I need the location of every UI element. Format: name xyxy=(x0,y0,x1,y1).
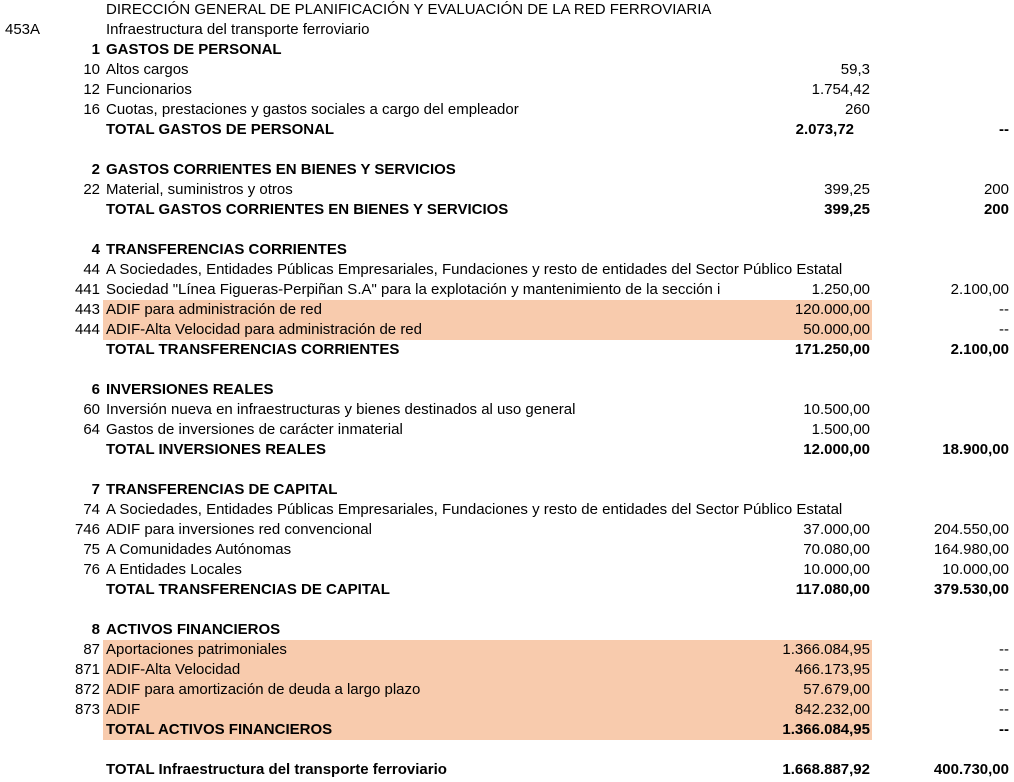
line-item-value-2: 164.980,00 xyxy=(933,541,1009,558)
line-item-row xyxy=(0,500,1014,520)
chapter-total-value-2: 379.530,00 xyxy=(933,581,1009,598)
chapter-code: 7 xyxy=(91,481,100,498)
grand-total-row xyxy=(0,760,1014,780)
line-item-code: 87 xyxy=(83,641,100,658)
line-item-row xyxy=(0,560,1014,580)
chapter-total-label: TOTAL ACTIVOS FINANCIEROS xyxy=(106,721,333,738)
chapter-title: GASTOS DE PERSONAL xyxy=(106,41,282,58)
chapter-total-row xyxy=(0,720,1014,740)
grand-total-label: TOTAL Infraestructura del transporte ferroviario xyxy=(106,761,447,778)
line-item-value-2: 10.000,00 xyxy=(942,561,1009,578)
line-item-label: A Sociedades, Entidades Públicas Empresariales, Fundaciones y resto de entidades del Sector Público Estatal xyxy=(106,261,843,278)
chapter-total-value-2: 2.100,00 xyxy=(950,341,1009,358)
line-item-code: 872 xyxy=(74,681,100,698)
chapter-total-row xyxy=(0,440,1014,460)
line-item-row xyxy=(0,660,1014,680)
spacer-row xyxy=(0,360,1014,380)
chapter-total-value-1: 171.250,00 xyxy=(794,341,870,358)
line-item-code: 64 xyxy=(83,421,100,438)
chapter-total-label: TOTAL TRANSFERENCIAS CORRIENTES xyxy=(106,341,400,358)
line-item-label: ADIF para administración de red xyxy=(106,301,322,318)
line-item-value-1: 120.000,00 xyxy=(794,301,870,318)
line-item-label: Sociedad "Línea Figueras-Perpiñan S.A" para la explotación y mantenimiento de la sección i xyxy=(106,281,721,298)
line-item-label: Funcionarios xyxy=(106,81,192,98)
line-item-label: A Comunidades Autónomas xyxy=(106,541,292,558)
line-item-code: 74 xyxy=(83,501,100,518)
line-item-row xyxy=(0,520,1014,540)
line-item-label: Inversión nueva en infraestructuras y bienes destinados al uso general xyxy=(106,401,576,418)
line-item-code: 871 xyxy=(74,661,100,678)
line-item-value-1: 466.173,95 xyxy=(794,661,870,678)
line-item-label: Altos cargos xyxy=(106,61,189,78)
grand-total-value-1: 1.668.887,92 xyxy=(782,761,870,778)
line-item-label: Cuotas, prestaciones y gastos sociales a cargo del empleador xyxy=(106,101,519,118)
line-item-code: 443 xyxy=(74,301,100,318)
line-item-code: 60 xyxy=(83,401,100,418)
line-item-row xyxy=(0,320,1014,340)
highlight-band xyxy=(103,700,872,720)
line-item-label: Gastos de inversiones de carácter inmaterial xyxy=(106,421,403,438)
budget-rows xyxy=(0,40,1014,780)
spacer-row xyxy=(0,220,1014,240)
chapter-header-row xyxy=(0,160,1014,180)
program-name: Infraestructura del transporte ferroviario xyxy=(106,21,370,38)
chapter-header-row xyxy=(0,620,1014,640)
chapter-code: 4 xyxy=(91,241,100,258)
chapter-total-value-1: 12.000,00 xyxy=(803,441,870,458)
line-item-row xyxy=(0,540,1014,560)
line-item-value-1: 1.250,00 xyxy=(811,281,870,298)
chapter-total-row xyxy=(0,580,1014,600)
chapter-total-label: TOTAL INVERSIONES REALES xyxy=(106,441,327,458)
chapter-total-label: TOTAL GASTOS DE PERSONAL xyxy=(106,121,335,138)
line-item-label: ADIF-Alta Velocidad xyxy=(106,661,241,678)
line-item-value-2: -- xyxy=(999,641,1009,658)
line-item-value-1: 1.366.084,95 xyxy=(782,641,870,658)
line-item-value-2: 200 xyxy=(983,181,1009,198)
chapter-total-row xyxy=(0,340,1014,360)
chapter-code: 6 xyxy=(91,381,100,398)
line-item-label: ADIF xyxy=(106,701,141,718)
line-item-code: 441 xyxy=(74,281,100,298)
line-item-value-2: -- xyxy=(999,681,1009,698)
chapter-code: 8 xyxy=(91,621,100,638)
line-item-value-1: 260 xyxy=(844,101,870,118)
chapter-title: TRANSFERENCIAS CORRIENTES xyxy=(106,241,347,258)
line-item-value-1: 842.232,00 xyxy=(794,701,870,718)
line-item-code: 873 xyxy=(74,701,100,718)
line-item-value-2: -- xyxy=(999,661,1009,678)
line-item-label: A Entidades Locales xyxy=(106,561,242,578)
line-item-value-1: 59,3 xyxy=(840,61,870,78)
chapter-code: 1 xyxy=(91,41,100,58)
line-item-code: 16 xyxy=(83,101,100,118)
chapter-header-row xyxy=(0,240,1014,260)
line-item-row xyxy=(0,60,1014,80)
line-item-value-1: 10.500,00 xyxy=(803,401,870,418)
chapter-total-value-1: 1.366.084,95 xyxy=(782,721,870,738)
line-item-row xyxy=(0,280,1014,300)
spacer-row xyxy=(0,600,1014,620)
chapter-header-row xyxy=(0,480,1014,500)
chapter-header-row xyxy=(0,40,1014,60)
spacer-row xyxy=(0,140,1014,160)
line-item-value-2: -- xyxy=(999,701,1009,718)
chapter-title: INVERSIONES REALES xyxy=(106,381,274,398)
spacer-row xyxy=(0,740,1014,760)
line-item-label: Aportaciones patrimoniales xyxy=(106,641,287,658)
line-item-code: 44 xyxy=(83,261,100,278)
line-item-label: Material, suministros y otros xyxy=(106,181,293,198)
line-item-code: 75 xyxy=(83,541,100,558)
chapter-title: TRANSFERENCIAS DE CAPITAL xyxy=(106,481,338,498)
line-item-row xyxy=(0,180,1014,200)
chapter-title: ACTIVOS FINANCIEROS xyxy=(106,621,281,638)
line-item-row xyxy=(0,80,1014,100)
line-item-row xyxy=(0,400,1014,420)
line-item-value-1: 1.754,42 xyxy=(811,81,870,98)
chapter-total-label: TOTAL GASTOS CORRIENTES EN BIENES Y SERVICIOS xyxy=(106,201,509,218)
line-item-label: ADIF para amortización de deuda a largo plazo xyxy=(106,681,421,698)
chapter-total-value-2: -- xyxy=(999,121,1009,138)
line-item-row xyxy=(0,680,1014,700)
line-item-value-1: 37.000,00 xyxy=(803,521,870,538)
header-program-row xyxy=(0,20,1014,40)
line-item-code: 12 xyxy=(83,81,100,98)
line-item-row xyxy=(0,640,1014,660)
line-item-label: ADIF para inversiones red convencional xyxy=(106,521,372,538)
line-item-value-2: 2.100,00 xyxy=(950,281,1009,298)
chapter-total-value-2: 18.900,00 xyxy=(942,441,1009,458)
chapter-title: GASTOS CORRIENTES EN BIENES Y SERVICIOS xyxy=(106,161,456,178)
chapter-code: 2 xyxy=(91,161,100,178)
line-item-value-1: 10.000,00 xyxy=(803,561,870,578)
line-item-row xyxy=(0,700,1014,720)
line-item-value-1: 57.679,00 xyxy=(803,681,870,698)
program-code: 453A xyxy=(5,21,41,38)
chapter-total-label: TOTAL TRANSFERENCIAS DE CAPITAL xyxy=(106,581,390,598)
line-item-label: A Sociedades, Entidades Públicas Empresariales, Fundaciones y resto de entidades del Sector Público Estatal xyxy=(106,501,843,518)
chapter-total-value-1: 2.073,72 xyxy=(795,121,854,138)
line-item-code: 746 xyxy=(74,521,100,538)
line-item-value-1: 399,25 xyxy=(824,181,870,198)
chapter-total-value-2: -- xyxy=(999,721,1009,738)
line-item-code: 444 xyxy=(74,321,100,338)
line-item-label: ADIF-Alta Velocidad para administración de red xyxy=(106,321,422,338)
chapter-total-value-2: 200 xyxy=(983,201,1009,218)
spacer-row xyxy=(0,460,1014,480)
directorate-title: DIRECCIÓN GENERAL DE PLANIFICACIÓN Y EVALUACIÓN DE LA RED FERROVIARIA xyxy=(106,1,712,18)
chapter-header-row xyxy=(0,380,1014,400)
line-item-code: 22 xyxy=(83,181,100,198)
line-item-row xyxy=(0,420,1014,440)
chapter-total-row xyxy=(0,200,1014,220)
line-item-value-1: 50.000,00 xyxy=(803,321,870,338)
header-directorate-row xyxy=(0,0,1014,20)
chapter-total-row xyxy=(0,120,1014,140)
line-item-value-1: 1.500,00 xyxy=(811,421,870,438)
grand-total-value-2: 400.730,00 xyxy=(933,761,1009,778)
line-item-row xyxy=(0,100,1014,120)
line-item-value-2: -- xyxy=(999,301,1009,318)
line-item-row xyxy=(0,260,1014,280)
chapter-total-value-1: 117.080,00 xyxy=(795,581,870,598)
chapter-total-value-1: 399,25 xyxy=(824,201,870,218)
line-item-value-2: 204.550,00 xyxy=(933,521,1009,538)
line-item-code: 76 xyxy=(83,561,100,578)
line-item-row xyxy=(0,300,1014,320)
line-item-value-1: 70.080,00 xyxy=(803,541,870,558)
line-item-value-2: -- xyxy=(999,321,1009,338)
line-item-code: 10 xyxy=(83,61,100,78)
